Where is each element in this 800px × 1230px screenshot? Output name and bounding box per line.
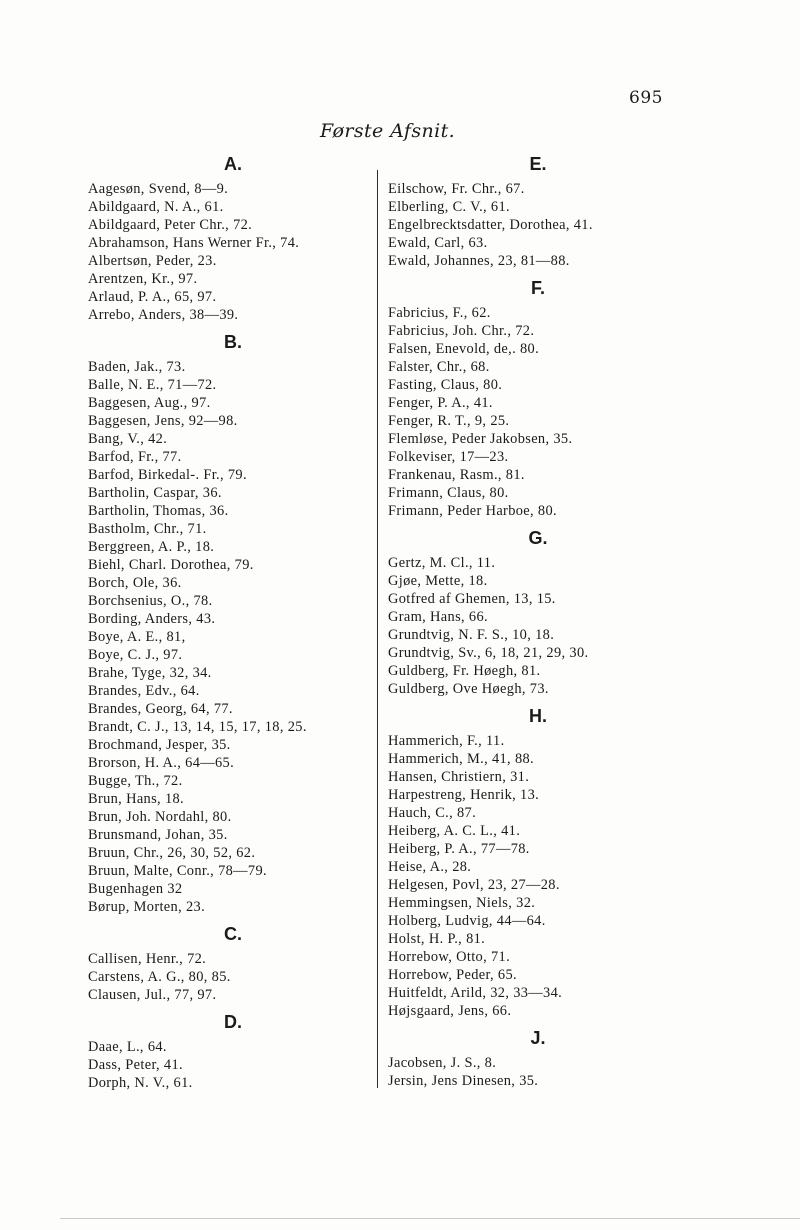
- letter-heading: A.: [224, 154, 242, 174]
- index-entry: Bruun, Chr., 26, 30, 52, 62.: [88, 845, 256, 861]
- index-entry: Hansen, Christiern, 31.: [388, 769, 530, 785]
- letter-heading: E.: [529, 154, 547, 174]
- index-entry: Hauch, C., 87.: [388, 805, 477, 821]
- letter-heading: B.: [224, 332, 242, 352]
- letter-heading: J.: [530, 1028, 546, 1048]
- index-entry: Huitfeldt, Arild, 32, 33—34.: [388, 985, 563, 1001]
- index-entry: Frimann, Claus, 80.: [388, 485, 509, 501]
- index-entry: Falster, Chr., 68.: [388, 359, 490, 375]
- index-entry: Borchsenius, O., 78.: [88, 593, 213, 609]
- index-entry: Arlaud, P. A., 65, 97.: [88, 289, 217, 305]
- right-index-column: [388, 148, 688, 1090]
- index-entry: Fenger, R. T., 9, 25.: [388, 413, 510, 429]
- index-entry: Fabricius, F., 62.: [388, 305, 491, 321]
- index-entry: Guldberg, Ove Høegh, 73.: [388, 681, 549, 697]
- index-letter-group: [88, 152, 378, 324]
- page-number: 695: [629, 88, 663, 108]
- index-entry: Berggreen, A. P., 18.: [88, 539, 215, 555]
- index-entry: Højsgaard, Jens, 66.: [388, 1003, 512, 1019]
- index-entry: Hammerich, M., 41, 88.: [388, 751, 534, 767]
- index-entry: Brunsmand, Johan, 35.: [88, 827, 228, 843]
- index-entry: Grundtvig, N. F. S., 10, 18.: [388, 627, 555, 643]
- index-entry: Frimann, Peder Harboe, 80.: [388, 503, 557, 519]
- index-entry: Arrebo, Anders, 38—39.: [88, 307, 239, 323]
- index-entry: Falsen, Enevold, de,. 80.: [388, 341, 540, 357]
- index-entry: Albertsøn, Peder, 23.: [88, 253, 217, 269]
- index-entry: Brahe, Tyge, 32, 34.: [88, 665, 212, 681]
- index-entry: Boye, A. E., 81,: [88, 629, 186, 645]
- index-entry: Clausen, Jul., 77, 97.: [88, 987, 217, 1003]
- index-entry: Fenger, P. A., 41.: [388, 395, 493, 411]
- index-entry: Callisen, Henr., 72.: [88, 951, 207, 967]
- index-entry: Baggesen, Aug., 97.: [88, 395, 211, 411]
- index-entry: Abildgaard, Peter Chr., 72.: [88, 217, 253, 233]
- index-entry: Bugenhagen 32: [88, 881, 183, 897]
- index-entry: Barfod, Fr., 77.: [88, 449, 182, 465]
- index-letter-group: [388, 704, 688, 1020]
- index-letter-group: [88, 1010, 378, 1092]
- index-entry: Harpestreng, Henrik, 13.: [388, 787, 540, 803]
- index-entry: Abrahamson, Hans Werner Fr., 74.: [88, 235, 300, 251]
- index-entry: Bording, Anders, 43.: [88, 611, 216, 627]
- index-entry: Brun, Joh. Nordahl, 80.: [88, 809, 232, 825]
- index-entry: Børup, Morten, 23.: [88, 899, 206, 915]
- index-letter-group: [88, 922, 378, 1004]
- index-entry: Helgesen, Povl, 23, 27—28.: [388, 877, 560, 893]
- index-entry: Jersin, Jens Dinesen, 35.: [388, 1073, 539, 1089]
- letter-heading: C.: [224, 924, 242, 944]
- index-entry: Bartholin, Thomas, 36.: [88, 503, 229, 519]
- index-entry: Gjøe, Mette, 18.: [388, 573, 488, 589]
- index-entry: Ewald, Carl, 63.: [388, 235, 488, 251]
- index-entry: Brandt, C. J., 13, 14, 15, 17, 18, 25.: [88, 719, 307, 735]
- index-entry: Engelbrecktsdatter, Dorothea, 41.: [388, 217, 593, 233]
- index-entry: Heiberg, A. C. L., 41.: [388, 823, 521, 839]
- index-entry: Bartholin, Caspar, 36.: [88, 485, 222, 501]
- left-index-column: [88, 148, 378, 1092]
- index-letter-group: [388, 1026, 688, 1090]
- index-entry: Borch, Ole, 36.: [88, 575, 182, 591]
- letter-heading: F.: [530, 278, 545, 298]
- index-entry: Gertz, M. Cl., 11.: [388, 555, 496, 571]
- index-entry: Hammerich, F., 11.: [388, 733, 505, 749]
- index-entry: Brandes, Georg, 64, 77.: [88, 701, 233, 717]
- index-entry: Brun, Hans, 18.: [88, 791, 184, 807]
- index-entry: Flemløse, Peder Jakobsen, 35.: [388, 431, 573, 447]
- index-entry: Arentzen, Kr., 97.: [88, 271, 198, 287]
- index-letter-group: [388, 152, 688, 270]
- index-letter-group: [88, 330, 378, 916]
- index-entry: Heiberg, P. A., 77—78.: [388, 841, 530, 857]
- index-entry: Abildgaard, N. A., 61.: [88, 199, 224, 215]
- index-letter-group: [388, 276, 688, 520]
- index-entry: Elberling, C. V., 61.: [388, 199, 510, 215]
- index-entry: Baden, Jak., 73.: [88, 359, 186, 375]
- index-entry: Holberg, Ludvig, 44—64.: [388, 913, 546, 929]
- index-letter-group: [388, 526, 688, 698]
- index-entry: Fasting, Claus, 80.: [388, 377, 503, 393]
- index-entry: Holst, H. P., 81.: [388, 931, 486, 947]
- index-entry: Carstens, A. G., 80, 85.: [88, 969, 231, 985]
- index-entry: Balle, N. E., 71—72.: [88, 377, 217, 393]
- index-entry: Dorph, N. V., 61.: [88, 1075, 193, 1091]
- index-entry: Aagesøn, Svend, 8—9.: [88, 181, 229, 197]
- index-entry: Biehl, Charl. Dorothea, 79.: [88, 557, 254, 573]
- index-entry: Daae, L., 64.: [88, 1039, 167, 1055]
- index-entry: Guldberg, Fr. Høegh, 81.: [388, 663, 541, 679]
- index-entry: Gotfred af Ghemen, 13, 15.: [388, 591, 556, 607]
- section-title: Første Afsnit.: [320, 120, 456, 142]
- index-entry: Grundtvig, Sv., 6, 18, 21, 29, 30.: [388, 645, 589, 661]
- index-entry: Brorson, H. A., 64—65.: [88, 755, 235, 771]
- column-divider: [377, 170, 378, 1088]
- page-edge-line: [60, 1218, 800, 1219]
- index-entry: Brandes, Edv., 64.: [88, 683, 200, 699]
- letter-heading: G.: [528, 528, 548, 548]
- index-entry: Fabricius, Joh. Chr., 72.: [388, 323, 535, 339]
- index-entry: Horrebow, Peder, 65.: [388, 967, 517, 983]
- index-entry: Eilschow, Fr. Chr., 67.: [388, 181, 525, 197]
- index-entry: Bastholm, Chr., 71.: [88, 521, 207, 537]
- index-entry: Heise, A., 28.: [388, 859, 472, 875]
- index-entry: Baggesen, Jens, 92—98.: [88, 413, 238, 429]
- index-entry: Jacobsen, J. S., 8.: [388, 1055, 497, 1071]
- index-entry: Brochmand, Jesper, 35.: [88, 737, 231, 753]
- index-entry: Hemmingsen, Niels, 32.: [388, 895, 536, 911]
- index-entry: Gram, Hans, 66.: [388, 609, 488, 625]
- index-entry: Frankenau, Rasm., 81.: [388, 467, 525, 483]
- letter-heading: D.: [224, 1012, 242, 1032]
- index-entry: Bang, V., 42.: [88, 431, 168, 447]
- index-entry: Ewald, Johannes, 23, 81—88.: [388, 253, 570, 269]
- index-entry: Bruun, Malte, Conr., 78—79.: [88, 863, 267, 879]
- index-entry: Bugge, Th., 72.: [88, 773, 183, 789]
- index-entry: Dass, Peter, 41.: [88, 1057, 183, 1073]
- index-entry: Folkeviser, 17—23.: [388, 449, 509, 465]
- index-entry: Boye, C. J., 97.: [88, 647, 183, 663]
- index-entry: Horrebow, Otto, 71.: [388, 949, 511, 965]
- index-entry: Barfod, Birkedal-. Fr., 79.: [88, 467, 247, 483]
- letter-heading: H.: [529, 706, 547, 726]
